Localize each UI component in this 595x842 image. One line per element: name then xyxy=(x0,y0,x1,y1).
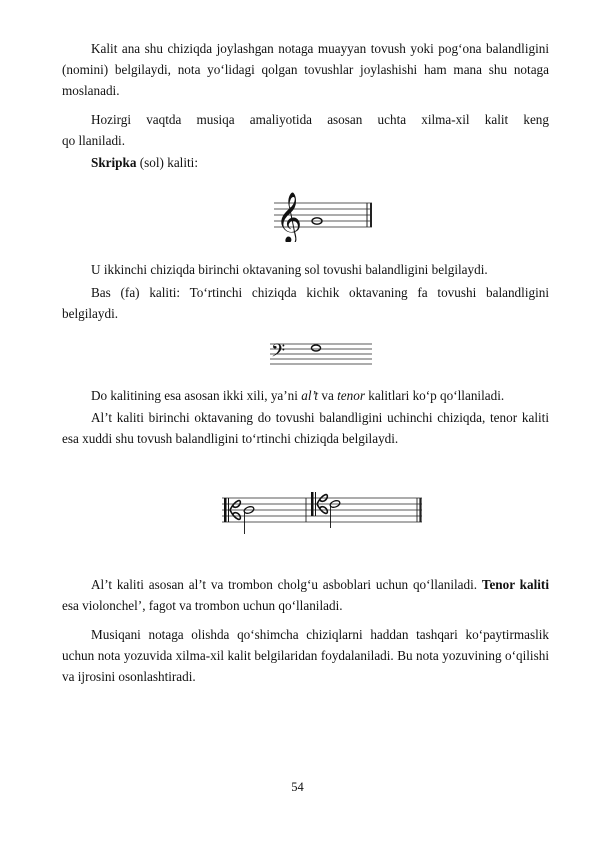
paragraph-treble-clef-desc: U ikkinchi chiziqda birinchi oktavaning sol tovushi balandligini belgilaydi. xyxy=(91,262,488,277)
c-clef-text-a: Do kalitining esa asosan ikki xili, ya’ni xyxy=(91,388,302,403)
treble-clef-caption: (sol) kaliti: xyxy=(136,155,198,170)
bass-clef-icon: 𝄢 xyxy=(271,341,286,366)
page-number: 54 xyxy=(291,780,304,794)
bass-clef-figure xyxy=(266,336,376,372)
treble-clef-figure xyxy=(268,188,378,242)
paragraph-alto-tenor-desc: Al’t kaliti birinchi oktavaning do tovushi balandligini uchinchi chiziqda, tenor kaliti esa xuddi shu tovush balandligini to‘rtinchi chiziqda belgilaydi. xyxy=(62,410,549,447)
alto-term: al’t xyxy=(301,388,319,403)
c-clefs-figure xyxy=(218,488,428,540)
treble-clef-icon: 𝄞 xyxy=(276,192,303,242)
paragraph-c-clef-intro xyxy=(62,385,549,406)
usage-text-b: esa violonchel’, fagot va trombon uchun qo‘llaniladi. xyxy=(62,598,343,614)
tenor-term: tenor xyxy=(337,388,365,403)
treble-clef-term: Skripka xyxy=(91,155,137,170)
paragraph-clef-definition: Kalit ana shu chiziqda joylashgan notaga muayyan tovush yoki pog‘ona balandligini (nomini) belgilaydi, nota yo‘lidagi qolgan tovushlar joylashishi ham mana shu notaga moslanadi. xyxy=(62,41,549,99)
paragraph-bass-clef-desc: Bas (fa) kaliti: To‘rtinchi chiziqda kichik oktavaning fa tovushi balandligini belgilaydi. xyxy=(62,285,549,322)
tenor-clef-term: Tenor kaliti xyxy=(481,577,549,592)
whole-note-icon xyxy=(312,345,321,351)
paragraph-three-clefs-line2: qo llaniladi. xyxy=(62,133,125,148)
paragraph-usage xyxy=(62,574,549,616)
c-clef-text-c: kalitlari ko‘p qo‘llaniladi. xyxy=(364,388,505,403)
usage-text-a: Al’t kaliti asosan al’t va trombon cholg‘u asboblari uchun qo‘llaniladi. xyxy=(91,577,482,592)
c-clef-text-b: va xyxy=(318,388,338,403)
paragraph-conclusion: Musiqani notaga olishda qo‘shimcha chiziqlarni haddan tashqari ko‘paytirmaslik uchun nota yozuvida xilma-xil kalit belgilaridan foydalaniladi. Bu nota yozuvining o‘qilishi va ijrosini osonlashtiradi. xyxy=(62,627,549,685)
paragraph-three-clefs-line1: Hozirgi vaqtda musiqa amaliyotida asosan uchta xilma-xil kalit keng xyxy=(91,112,549,127)
heading-treble-clef xyxy=(62,152,549,173)
